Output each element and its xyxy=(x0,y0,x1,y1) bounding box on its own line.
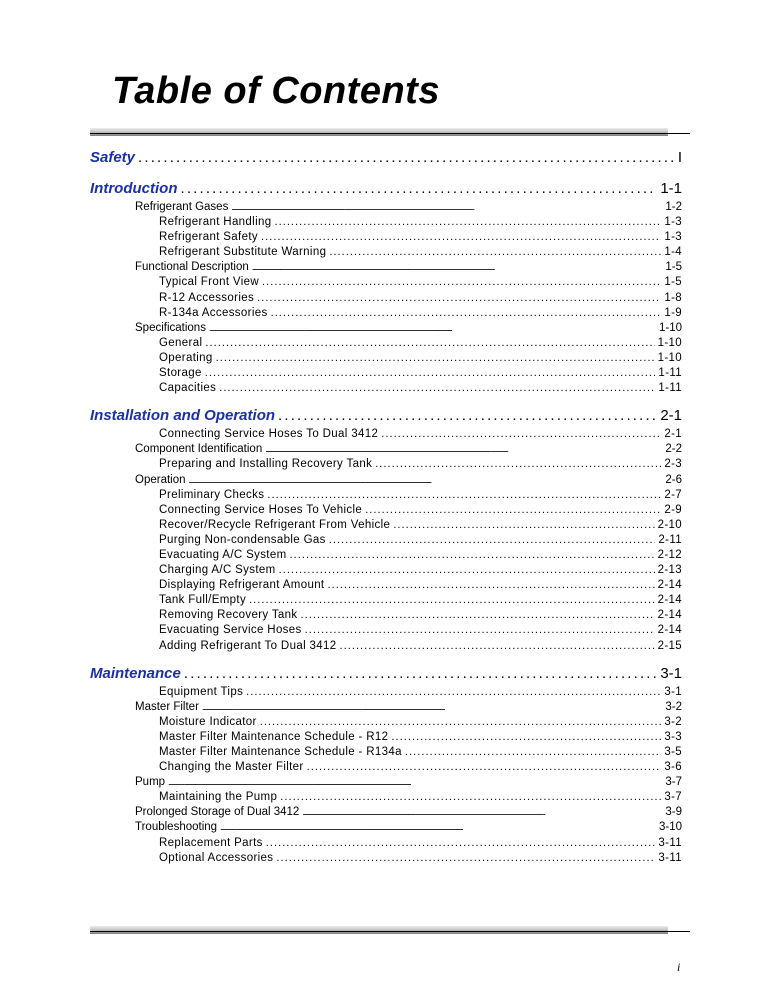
toc-section-heading[interactable] xyxy=(90,665,682,685)
toc-subentry[interactable] xyxy=(90,730,682,745)
toc-entry-label: Maintenance xyxy=(90,664,181,682)
toc-entry-page: 3-2 xyxy=(665,700,682,713)
toc-entry-page: 3-11 xyxy=(658,851,682,864)
toc-entry-label: Preliminary Checks xyxy=(159,488,265,501)
toc-subentry[interactable] xyxy=(90,608,682,623)
toc-subentry[interactable] xyxy=(90,306,682,321)
toc-entry-label: Master Filter Maintenance Schedule - R12 xyxy=(159,730,389,743)
toc-entry-page: 2-1 xyxy=(664,428,682,441)
toc-entry[interactable] xyxy=(90,775,682,790)
toc-subentry[interactable] xyxy=(90,593,682,608)
dot-leader xyxy=(280,790,661,805)
section-spacer xyxy=(90,654,682,665)
dot-leader xyxy=(327,578,654,593)
dot-leader xyxy=(381,427,661,442)
toc-subentry[interactable] xyxy=(90,715,682,730)
dot-leader xyxy=(231,200,662,215)
dot-leader xyxy=(205,366,656,381)
toc-subentry[interactable] xyxy=(90,836,682,851)
toc-entry-label: Changing the Master Filter xyxy=(159,761,304,774)
toc-entry[interactable] xyxy=(90,820,682,835)
toc-entry-page: 3-1 xyxy=(660,664,682,682)
toc-entry[interactable] xyxy=(90,321,682,336)
toc-entry-page: 1-8 xyxy=(664,291,682,304)
toc-entry-page: 3-2 xyxy=(664,715,682,728)
toc-subentry[interactable] xyxy=(90,291,682,306)
dot-leader xyxy=(267,488,661,503)
dot-leader xyxy=(180,180,657,197)
toc-entry-label: Charging A/C System xyxy=(159,564,276,577)
toc-entry-page: 2-13 xyxy=(657,564,682,577)
toc-subentry[interactable] xyxy=(90,275,682,290)
toc-entry-label: Replacement Parts xyxy=(159,836,263,849)
toc-subentry[interactable] xyxy=(90,215,682,230)
toc-entry-label: Evacuating Service Hoses xyxy=(159,624,302,637)
toc-entry-label: Adding Refrigerant To Dual 3412 xyxy=(159,639,337,652)
toc-subentry[interactable] xyxy=(90,230,682,245)
toc-entry-page: 2-14 xyxy=(657,624,682,637)
toc-entry-page: 2-14 xyxy=(657,579,682,592)
toc-entry-page: 3-5 xyxy=(664,746,682,758)
toc-entry-label: Tank Full/Empty xyxy=(159,594,247,607)
toc-entry[interactable] xyxy=(90,805,682,820)
toc-entry-page: 2-11 xyxy=(658,533,682,546)
toc-entry[interactable] xyxy=(90,473,682,488)
toc-subentry[interactable] xyxy=(90,503,682,518)
toc-entry-page: 1-4 xyxy=(664,246,682,259)
toc-entry-page: 3-3 xyxy=(664,730,682,743)
toc-entry-label: Maintaining the Pump xyxy=(159,791,278,804)
toc-subentry[interactable] xyxy=(90,457,682,472)
toc-entry-label: Connecting Service Hoses To Dual 3412 xyxy=(159,428,379,441)
toc-entry-label: Prolonged Storage of Dual 3412 xyxy=(135,806,300,819)
toc-entry-page: 2-2 xyxy=(665,443,682,456)
toc-subentry[interactable] xyxy=(90,533,682,548)
dot-leader xyxy=(189,473,663,488)
header-rule xyxy=(90,128,668,136)
toc-entry-page: 2-7 xyxy=(664,488,682,501)
dot-leader xyxy=(329,533,656,548)
toc-entry-label: General xyxy=(159,336,203,349)
toc-entry[interactable] xyxy=(90,260,682,275)
dot-leader xyxy=(138,149,675,166)
toc-subentry[interactable] xyxy=(90,245,682,260)
dot-leader xyxy=(302,805,662,820)
dot-leader xyxy=(375,457,661,472)
toc-entry-label: Safety xyxy=(90,149,136,166)
toc-entry-page: 3-7 xyxy=(664,791,682,804)
toc-entry[interactable] xyxy=(90,442,682,457)
dot-leader xyxy=(220,820,656,835)
toc-entry-page: 1-1 xyxy=(660,180,682,197)
dot-leader xyxy=(184,665,657,682)
toc-entry-page: 1-5 xyxy=(665,261,682,274)
section-spacer xyxy=(90,169,682,180)
dot-leader xyxy=(276,851,655,866)
toc-entry-label: Typical Front View xyxy=(159,276,260,289)
dot-leader xyxy=(278,407,657,424)
dot-leader xyxy=(305,623,655,638)
toc-subentry[interactable] xyxy=(90,685,682,700)
dot-leader xyxy=(257,291,661,306)
toc-subentry[interactable] xyxy=(90,381,682,396)
toc-subentry[interactable] xyxy=(90,760,682,775)
toc-entry-page: 3-10 xyxy=(658,821,682,834)
dot-leader xyxy=(205,336,654,351)
toc-subentry[interactable] xyxy=(90,578,682,593)
toc-entry-page: 2-6 xyxy=(665,473,682,486)
toc-entry[interactable] xyxy=(90,700,682,715)
toc-entry-page: 2-1 xyxy=(660,407,682,425)
toc-subentry[interactable] xyxy=(90,366,682,381)
toc-entry-label: Preparing and Installing Recovery Tank xyxy=(159,458,373,471)
toc-entry-page: 1-11 xyxy=(658,382,682,395)
toc-entry-page: 1-10 xyxy=(657,336,682,349)
toc-entry-page: 1-11 xyxy=(658,367,682,380)
toc-entry-label: Troubleshooting xyxy=(135,821,218,834)
toc-entry-label: Master Filter xyxy=(135,700,199,713)
dot-leader xyxy=(340,639,655,654)
section-spacer xyxy=(90,396,682,407)
toc-entry-label: Moisture Indicator xyxy=(159,715,257,728)
dot-leader xyxy=(261,230,661,245)
toc-section-heading[interactable] xyxy=(90,149,682,169)
dot-leader xyxy=(279,563,655,578)
dot-leader xyxy=(391,730,661,745)
toc-entry-label: Specifications xyxy=(135,321,206,334)
toc-entry-label: Operation xyxy=(135,473,186,486)
toc-entry-label: Refrigerant Safety xyxy=(159,231,258,244)
dot-leader xyxy=(219,381,655,396)
dot-leader xyxy=(262,275,661,290)
toc-entry-label: Removing Recovery Tank xyxy=(159,609,298,622)
dot-leader xyxy=(266,836,656,851)
dot-leader xyxy=(393,518,654,533)
toc-subentry[interactable] xyxy=(90,639,682,654)
toc-entry-label: Storage xyxy=(159,367,202,380)
header-rule-line xyxy=(90,133,690,134)
dot-leader xyxy=(365,503,661,518)
toc-entry-page: 2-9 xyxy=(664,503,682,516)
toc-entry-label: Evacuating A/C System xyxy=(159,548,287,561)
toc-entry-label: Refrigerant Gases xyxy=(135,201,229,213)
toc-entry-label: Refrigerant Substitute Warning xyxy=(159,246,327,259)
toc-entry-label: Purging Non-condensable Gas xyxy=(159,533,326,546)
dot-leader xyxy=(216,351,655,366)
toc-subentry[interactable] xyxy=(90,488,682,503)
toc-subentry[interactable] xyxy=(90,623,682,638)
toc-entry-page: 3-1 xyxy=(664,685,682,698)
toc-entry-label: Displaying Refrigerant Amount xyxy=(159,579,325,592)
toc-entry-page: 1-10 xyxy=(658,321,682,334)
dot-leader xyxy=(307,760,662,775)
toc-entry-page: 1-3 xyxy=(664,216,682,229)
toc-entry-label: Recover/Recycle Refrigerant From Vehicle xyxy=(159,518,391,531)
dot-leader xyxy=(168,775,662,790)
toc-section-heading[interactable] xyxy=(90,407,682,427)
toc-entry-page: 2-10 xyxy=(657,518,682,531)
toc-subentry[interactable] xyxy=(90,336,682,351)
toc-entry-label: R-12 Accessories xyxy=(159,291,255,304)
dot-leader xyxy=(290,548,655,563)
toc-entry-page: 2-12 xyxy=(657,548,682,561)
toc-entry-page: 1-5 xyxy=(664,276,682,289)
dot-leader xyxy=(301,608,655,623)
footer-rule xyxy=(90,926,668,934)
toc-subentry[interactable] xyxy=(90,851,682,866)
toc-subentry[interactable] xyxy=(90,745,682,760)
toc-entry-label: Component Identification xyxy=(135,443,263,456)
toc-entry-page: 2-3 xyxy=(664,458,682,471)
footer-page-number: i xyxy=(677,960,681,974)
toc-entry-label: Operating xyxy=(159,351,213,364)
toc-entry-label: Capacities xyxy=(159,382,217,395)
dot-leader xyxy=(265,442,662,457)
dot-leader xyxy=(271,306,662,321)
toc-entry-page: 2-15 xyxy=(657,639,682,652)
toc-entry-page: I xyxy=(677,149,682,166)
toc-entry-label: Installation and Operation xyxy=(90,407,276,425)
toc-entry-label: Functional Description xyxy=(135,261,249,274)
toc-subentry[interactable] xyxy=(90,548,682,563)
dot-leader xyxy=(405,745,661,760)
toc-entry-label: Master Filter Maintenance Schedule - R134a xyxy=(159,746,402,758)
toc-subentry[interactable] xyxy=(90,351,682,366)
dot-leader xyxy=(274,215,661,230)
toc-entry-page: 1-9 xyxy=(664,306,682,319)
table-of-contents xyxy=(90,149,682,866)
toc-entry-label: Introduction xyxy=(90,180,178,197)
page-title: Table of Contents xyxy=(112,70,440,112)
toc-entry-label: Equipment Tips xyxy=(159,685,244,698)
toc-entry-label: Refrigerant Handling xyxy=(159,216,272,229)
toc-entry-label: Connecting Service Hoses To Vehicle xyxy=(159,503,363,516)
toc-subentry[interactable] xyxy=(90,518,682,533)
dot-leader xyxy=(252,260,663,275)
toc-entry-page: 3-6 xyxy=(664,761,682,774)
dot-leader xyxy=(246,685,661,700)
dot-leader xyxy=(260,715,662,730)
toc-entry-page: 2-14 xyxy=(657,594,682,607)
toc-subentry[interactable] xyxy=(90,563,682,578)
toc-subentry[interactable] xyxy=(90,427,682,442)
toc-entry-page: 1-10 xyxy=(657,351,682,364)
toc-subentry[interactable] xyxy=(90,790,682,805)
dot-leader xyxy=(329,245,661,260)
toc-entry-label: Optional Accessories xyxy=(159,851,274,864)
toc-entry-page: 3-11 xyxy=(658,836,682,849)
footer-rule-line xyxy=(90,931,690,932)
dot-leader xyxy=(209,321,656,336)
toc-entry-page: 2-14 xyxy=(657,609,682,622)
toc-entry-page: 3-7 xyxy=(665,776,682,789)
dot-leader xyxy=(202,700,662,715)
dot-leader xyxy=(249,593,655,608)
toc-entry-page: 1-3 xyxy=(664,231,682,244)
toc-section-heading[interactable] xyxy=(90,180,682,200)
toc-entry-label: Pump xyxy=(135,776,166,789)
toc-entry[interactable] xyxy=(90,200,682,215)
toc-entry-page: 3-9 xyxy=(665,806,682,819)
toc-entry-page: 1-2 xyxy=(665,201,682,213)
toc-entry-label: R-134a Accessories xyxy=(159,306,268,319)
